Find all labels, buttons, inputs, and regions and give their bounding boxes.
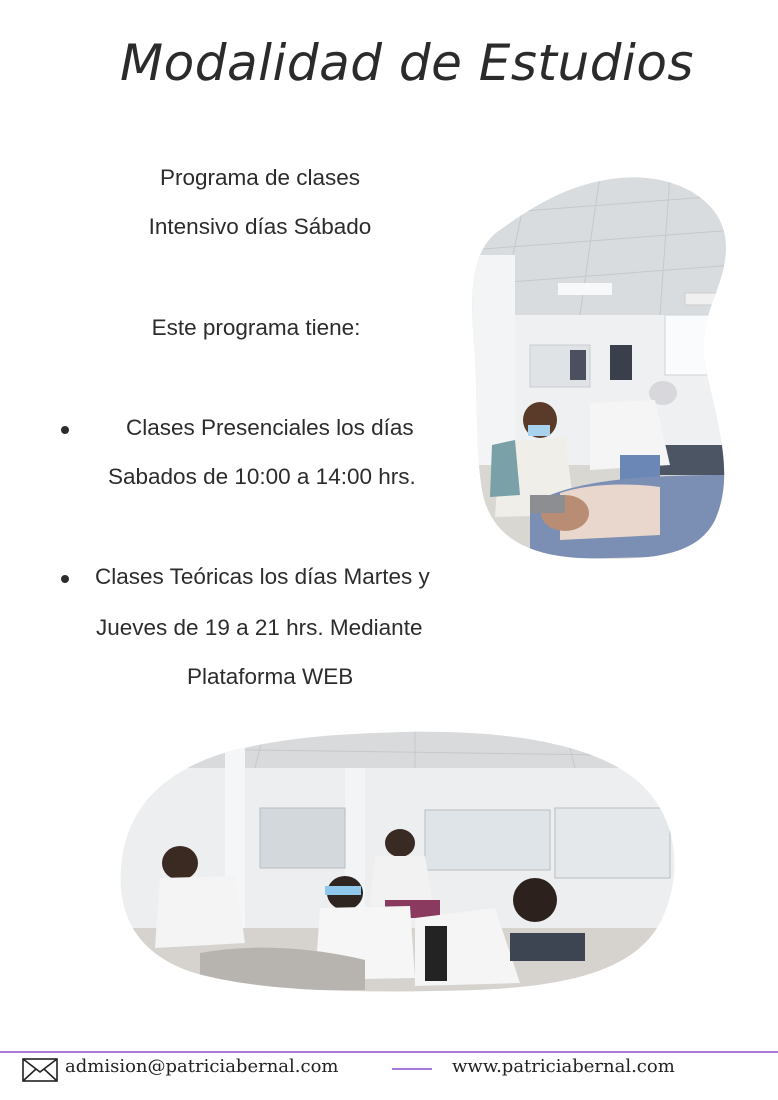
program-line-1: Programa de clases	[159, 165, 361, 190]
bullet-2-line-3: Plataforma WEB	[187, 664, 354, 689]
footer-website-link[interactable]: www.patriciabernal.com	[452, 1056, 675, 1077]
footer-separator	[392, 1068, 432, 1070]
envelope-icon	[22, 1058, 58, 1082]
footer-email-link[interactable]: admision@patriciabernal.com	[65, 1056, 339, 1077]
bullet-dot	[61, 426, 69, 434]
bullet-2-line-2: Jueves de 19 a 21 hrs. Mediante	[96, 615, 423, 640]
bullet-dot	[61, 575, 69, 583]
classroom-photo-bottom	[115, 728, 680, 993]
bullet-2-line-1: Clases Teóricas los días Martes y	[95, 564, 430, 589]
program-line-2: Intensivo días Sábado	[148, 214, 372, 239]
bullet-1-line-1: Clases Presenciales los días	[126, 415, 414, 440]
bullet-1-line-2: Sabados de 10:00 a 14:00 hrs.	[108, 464, 416, 489]
classroom-photo-top	[470, 175, 735, 560]
page-title: Modalidad de Estudios	[119, 34, 694, 92]
footer-divider	[0, 1051, 778, 1053]
program-intro: Este programa tiene:	[151, 315, 361, 340]
